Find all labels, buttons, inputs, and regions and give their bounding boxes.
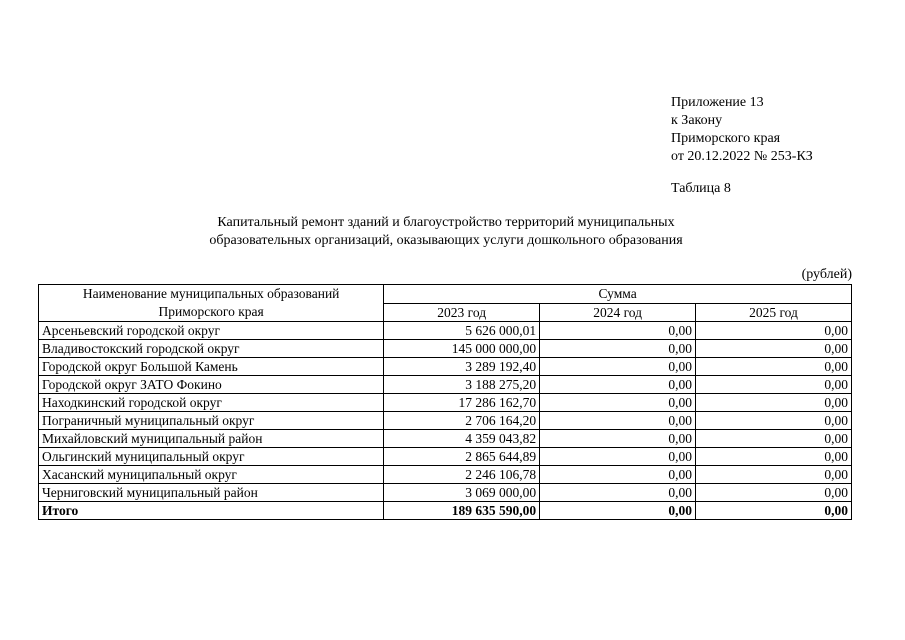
document-title — [140, 214, 752, 250]
municipality-name: Городской округ ЗАТО Фокино — [39, 376, 384, 394]
amount-cell-2024: 0,00 — [540, 502, 696, 520]
amount-cell-2024: 0,00 — [540, 412, 696, 430]
municipality-name: Михайловский муниципальный район — [39, 430, 384, 448]
amount-cell-2024: 0,00 — [540, 484, 696, 502]
municipality-name: Хасанский муниципальный округ — [39, 466, 384, 484]
table-row — [39, 448, 852, 466]
table-number: Таблица 8 — [671, 181, 731, 196]
municipality-name: Городской округ Большой Камень — [39, 358, 384, 376]
column-header-sum: Сумма — [384, 285, 852, 304]
amount-cell-2025: 0,00 — [696, 448, 852, 466]
amount-cell-2024: 0,00 — [540, 448, 696, 466]
appendix-line: от 20.12.2022 № 253-КЗ — [671, 149, 813, 164]
appendix-header — [671, 94, 813, 166]
table-row — [39, 376, 852, 394]
amount-cell-2025: 0,00 — [696, 394, 852, 412]
amount-cell-2025: 0,00 — [696, 466, 852, 484]
table-body — [39, 322, 852, 520]
municipality-name: Находкинский городской округ — [39, 394, 384, 412]
amount-cell-2024: 0,00 — [540, 394, 696, 412]
column-header-year: 2024 год — [540, 303, 696, 322]
amount-cell-2024: 0,00 — [540, 430, 696, 448]
table-row — [39, 430, 852, 448]
municipality-name: Черниговский муниципальный район — [39, 484, 384, 502]
header-line: Приморского края — [158, 304, 264, 319]
amount-cell-2025: 0,00 — [696, 358, 852, 376]
budget-table — [38, 284, 852, 520]
table-total-row — [39, 502, 852, 520]
table-row — [39, 466, 852, 484]
table-row — [39, 358, 852, 376]
amount-cell-2023: 189 635 590,00 — [384, 502, 540, 520]
amount-cell-2025: 0,00 — [696, 376, 852, 394]
municipality-name: Пограничный муниципальный округ — [39, 412, 384, 430]
appendix-line: Приморского края — [671, 131, 781, 146]
table-row — [39, 484, 852, 502]
column-header-year: 2023 год — [384, 303, 540, 322]
appendix-line: Приложение 13 — [671, 95, 764, 110]
municipality-name: Арсеньевский городской округ — [39, 322, 384, 340]
amount-cell-2023: 145 000 000,00 — [384, 340, 540, 358]
amount-cell-2025: 0,00 — [696, 502, 852, 520]
amount-cell-2024: 0,00 — [540, 376, 696, 394]
title-line: образовательных организаций, оказывающих услуги дошкольного образования — [209, 233, 683, 248]
total-label: Итого — [39, 502, 384, 520]
table-row — [39, 322, 852, 340]
amount-cell-2024: 0,00 — [540, 322, 696, 340]
municipality-name: Ольгинский муниципальный округ — [39, 448, 384, 466]
appendix-line: к Закону — [671, 113, 723, 128]
amount-cell-2023: 3 289 192,40 — [384, 358, 540, 376]
column-header-year: 2025 год — [696, 303, 852, 322]
table-row — [39, 340, 852, 358]
amount-cell-2025: 0,00 — [696, 484, 852, 502]
header-line: Наименование муниципальных образований — [82, 286, 340, 301]
amount-cell-2025: 0,00 — [696, 340, 852, 358]
municipality-name: Владивостокский городской округ — [39, 340, 384, 358]
amount-cell-2025: 0,00 — [696, 430, 852, 448]
amount-cell-2023: 4 359 043,82 — [384, 430, 540, 448]
amount-cell-2023: 3 188 275,20 — [384, 376, 540, 394]
amount-cell-2023: 17 286 162,70 — [384, 394, 540, 412]
amount-cell-2023: 5 626 000,01 — [384, 322, 540, 340]
amount-cell-2023: 2 246 106,78 — [384, 466, 540, 484]
amount-cell-2024: 0,00 — [540, 466, 696, 484]
amount-cell-2023: 2 865 644,89 — [384, 448, 540, 466]
amount-cell-2024: 0,00 — [540, 340, 696, 358]
table-header-row — [39, 285, 852, 304]
units-label: (рублей) — [801, 267, 852, 282]
table-row — [39, 412, 852, 430]
column-header-name — [39, 285, 384, 322]
amount-cell-2023: 3 069 000,00 — [384, 484, 540, 502]
title-line: Капитальный ремонт зданий и благоустройство территорий муниципальных — [217, 215, 675, 230]
amount-cell-2025: 0,00 — [696, 322, 852, 340]
amount-cell-2024: 0,00 — [540, 358, 696, 376]
table-row — [39, 394, 852, 412]
amount-cell-2023: 2 706 164,20 — [384, 412, 540, 430]
amount-cell-2025: 0,00 — [696, 412, 852, 430]
